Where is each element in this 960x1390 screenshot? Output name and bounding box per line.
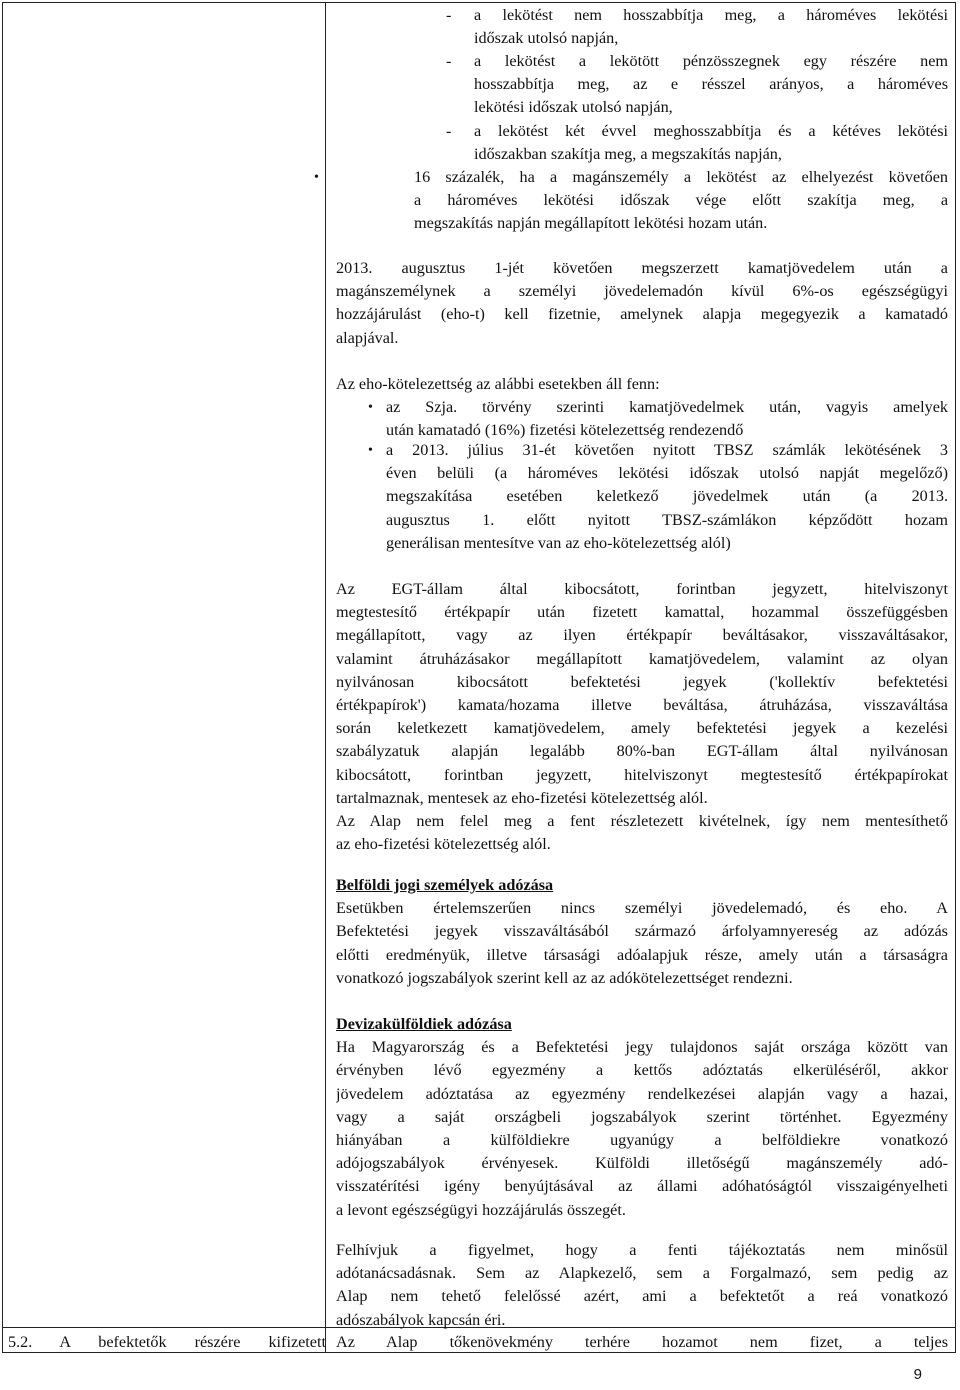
table-border-left (2, 2, 3, 1353)
text-line: valamint átruházásakor megállapított kamatjövedelem, valamint az olyan (336, 649, 948, 668)
text-line: megállapított, vagy az ilyen értékpapír beváltásakor, visszaváltásakor, (336, 626, 948, 645)
text-line: a hároméves lekötési időszak vége előtt szakítja meg, a (414, 191, 948, 210)
text-line: vagy a saját országbeli jogszabályok szerint történhet. Egyezmény (336, 1107, 948, 1126)
section-5-2-text (336, 1331, 948, 1354)
bullet-marker: • (368, 400, 373, 415)
disclaimer-paragraph (336, 1239, 948, 1332)
text-line: Felhívjuk a figyelmet, hogy a fenti tájékoztatás nem minősül (336, 1241, 948, 1259)
text-line: Az Alap tőkenövekmény terhére hozamot nem fizet, a teljes (336, 1333, 948, 1351)
text-line: a lekötést a lekötött pénzösszegnek egy részére nem (474, 52, 948, 70)
text-line: Esetükben értelemszerűen nincs személyi jövedelemadó, és eho. A (336, 899, 948, 918)
text-line: lekötési időszak utolsó napján, (474, 98, 673, 117)
text-line: 2013. augusztus 1-jét követően megszerzett kamatjövedelem után a (336, 259, 948, 277)
table-column-divider (325, 2, 326, 1353)
text-line: jövedelem adóztatása az egyezmény rendelkezései alapján vagy a hazai, (336, 1084, 948, 1103)
text-line: időszak utolsó napján, (474, 29, 619, 48)
text-line: Az EGT-állam által kibocsátott, forintban jegyzett, hitelviszonyt (336, 580, 948, 598)
text-line: megtestesítő értékpapír után fizetett kamattal, hozammal összefüggésben (336, 603, 948, 622)
eho-bullet (368, 396, 948, 442)
text-line: kibocsátott, forintban jegyzett, hitelviszonyt megtestesítő értékpapírokat (336, 765, 948, 784)
dash-marker: - (446, 52, 452, 70)
text-line: nyilvánosan kibocsátott befektetési jegyek ('kollektív befektetési (336, 672, 948, 691)
page-number: 9 (913, 1366, 922, 1383)
text-line: alapjával. (336, 328, 399, 347)
text-line: szabályzatuk alapján legalább 80%-ban EGT-állam által nyilvánosan (336, 742, 948, 761)
text-line: generálisan mentesítve van az eho-kötelezettség alól) (386, 533, 731, 552)
eho-bullet (368, 439, 948, 555)
text-line: Ha Magyarország és a Befektetési jegy tulajdonos saját országa között van (336, 1038, 948, 1057)
text-line: után kamatadó (16%) fizetési kötelezettség rendezendő (386, 421, 744, 440)
text-line: értékpapírok') kamata/hozama illetve beváltása, átruházása, visszaváltása (336, 695, 948, 714)
text-line: során keletkezett kamatjövedelem, amely befektetési jegyek a kezelési (336, 719, 948, 738)
text-line: hozzájárulást (eho-t) kell fizetnie, amelynek alapja megegyezik a kamatadó (336, 305, 948, 324)
text-line: augusztus 1. előtt nyitott TBSZ-számlákon képződött hozam (386, 510, 948, 529)
text-line: adószabályok kapcsán éri. (336, 1310, 506, 1329)
jogi-szemelyek-section (336, 874, 948, 990)
text-line: magánszemélynek a személyi jövedelemadón kívül 6%-os egészségügyi (336, 282, 948, 301)
text-line: éven belüli (a hároméves lekötési időszak utolsó napját megelőző) (386, 464, 948, 483)
text-line: vonatkozó jogszabályok szerint kell az az adókötelezettséget rendezni. (336, 968, 793, 987)
egt-paragraph (336, 578, 948, 856)
lekotes-item (446, 4, 948, 50)
section-5-2-label (8, 1331, 326, 1354)
text-line: adójogszabályok érvényesek. Külföldi illetőségű magánszemély adó- (336, 1154, 948, 1173)
text-line: a lekötést nem hosszabbítja meg, a hároméves lekötési (474, 6, 948, 24)
text-line: a lekötést két évvel meghosszabbítja és a kétéves lekötési (474, 122, 948, 140)
text-line: az eho-fizetési kötelezettség alól. (336, 835, 551, 854)
dash-marker: - (446, 6, 452, 24)
text-line: adótanácsadásnak. Sem az Alapkezelő, sem a Forgalmazó, sem pedig az (336, 1264, 948, 1283)
text-line: megszakítása esetében keletkező jövedelmek után (a 2013. (386, 487, 948, 506)
bullet-marker: • (314, 170, 319, 185)
text-line: érvényben lévő egyezmény a kettős adóztatás elkerüléséről, akkor (336, 1061, 948, 1080)
text-line: 5.2. A befektetők részére kifizetett (8, 1333, 326, 1351)
text-line: a levont egészségügyi hozzájárulás összegét. (336, 1200, 626, 1219)
lekotes-item (446, 120, 948, 166)
text-line: hiányában a külföldiekre ugyanúgy a belföldiekre vonatkozó (336, 1130, 948, 1149)
text-line: Az Alap nem felel meg a fent részletezett kivételnek, így nem mentesíthető (336, 811, 948, 830)
devizakulfoldiek-section (336, 1013, 948, 1222)
text-line: előtti eredményük, illetve társasági adóalapjuk része, amely után a társaságra (336, 945, 948, 964)
eho-intro-paragraph (336, 257, 948, 350)
table-border-right (955, 2, 956, 1353)
text-line: a 2013. július 31-ét követően nyitott TBSZ számlák lekötésének 3 (386, 441, 948, 459)
dash-marker: - (446, 122, 452, 140)
text-line: Az eho-kötelezettség az alábbi esetekben áll fenn: (336, 375, 660, 393)
bullet-marker: • (368, 443, 373, 458)
table-border-top (2, 2, 956, 3)
section-heading: Belföldi jogi személyek adózása (336, 876, 554, 894)
text-line: időszakban szakítja meg, a megszakítás napján, (474, 145, 782, 164)
text-line: az Szja. törvény szerinti kamatjövedelmek után, vagyis amelyek (386, 398, 948, 416)
lekotes-item (446, 50, 948, 120)
section-heading: Devizakülföldiek adózása (336, 1015, 512, 1033)
text-line: hosszabbítja meg, az e résszel arányos, a hároméves (474, 75, 948, 94)
text-line: tartalmaznak, mentesek az eho-fizetési kötelezettség alól. (336, 788, 708, 807)
text-line: 16 százalék, ha a magánszemély a lekötést az elhelyezést követően (414, 168, 948, 186)
eho-condition-heading (336, 373, 948, 396)
tax-rate-bullet (314, 166, 948, 236)
text-line: Alap nem tehető felelőssé azért, ami a befektetőt a reá vonatkozó (336, 1287, 948, 1306)
text-line: Befektetési jegyek visszaváltásából származó árfolyamnyereség az adózás (336, 922, 948, 941)
text-line: visszatérítési igény benyújtásával az állami adóhatóságtól visszaigényelheti (336, 1177, 948, 1196)
text-line: megszakítás napján megállapított lekötési hozam után. (414, 214, 768, 233)
